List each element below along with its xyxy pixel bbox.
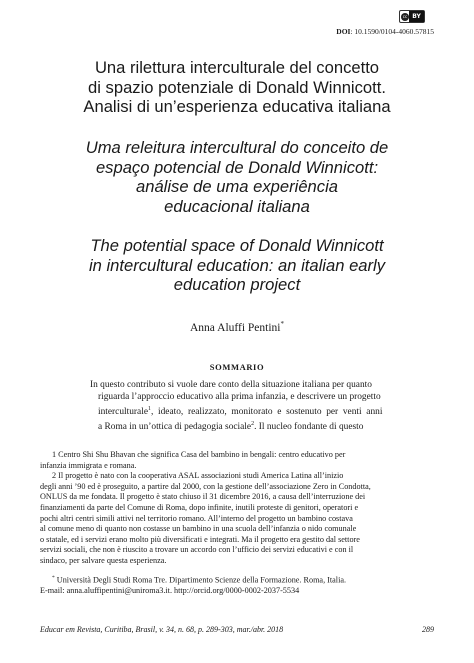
title-english-line: education project — [173, 275, 301, 294]
title-portuguese-line: educacional italiana — [164, 196, 310, 216]
cc-license-badge — [399, 10, 425, 23]
footnote-1-line: infanzia immigrata e romana. — [40, 460, 137, 470]
footnote-2-line: 2 Il progetto è nato con la cooperativa ASAL associazioni studi America Latina all’inizio — [52, 471, 344, 481]
footnote-2-line: sindaco, per salvare questa esperienza. — [40, 555, 167, 565]
title-italian-line: di spazio potenziale di Donald Winnicott. — [88, 77, 386, 97]
footnote-ref-2: 2 — [251, 420, 255, 427]
by-label: BY — [409, 11, 424, 22]
page-footer — [40, 625, 434, 634]
title-english-line: The potential space of Donald Winnicott — [90, 236, 384, 255]
abstract-text: , ideato, realizzato, monitorato e sostenuto per venti anni — [150, 406, 383, 417]
abstract-line — [90, 419, 386, 434]
abstract-body — [90, 380, 386, 433]
title-italian-line: Una rilettura interculturale del concetto — [94, 58, 380, 77]
title-english — [40, 236, 434, 295]
footnote-1-line: 1 Centro Shi Shu Bhavan che significa Casa del bambino in bengali: centro educativo per — [52, 450, 346, 459]
abstract-line: riguarda l’approccio educativo alla prima infanzia, e descrivere un progetto — [98, 391, 381, 402]
abstract-line — [90, 404, 386, 419]
abstract-line: In questo contributo si vuole dare conto della situazione italiana per quanto — [90, 380, 372, 390]
abstract-text: a Roma in un’ottica di pedagogia sociale — [98, 421, 252, 432]
journal-citation: Educar em Revista, Curitiba, Brasil, v. 34, n. 68, p. 289-303, mar./abr. 2018 — [40, 625, 284, 634]
footnote-2-line: al comune meno di quanto non costasse un bambino in una scuola dell’infanzia o nido comunale — [40, 524, 357, 534]
footnote-2-line: finanziamenti da parte del Comune di Roma, dopo infinite, inutili proteste di genitori, operatori e — [40, 502, 359, 512]
abstract-heading: SOMMARIO — [209, 362, 265, 372]
title-italian — [40, 58, 434, 117]
footnote-ref-1: 1 — [147, 405, 151, 412]
affiliation-line — [40, 573, 434, 586]
author-footnote-mark: * — [280, 320, 284, 328]
title-portuguese — [40, 138, 434, 216]
affiliation-email-line: E-mail: anna.aluffipentini@uniroma3.it. http://orcid.org/0000-0002-2037-5534 — [40, 585, 300, 595]
doi-label: DOI — [336, 27, 351, 36]
title-italian-line: Analisi di un’esperienza educativa italiana — [83, 97, 391, 116]
doi-line — [336, 27, 434, 36]
title-portuguese-line: análise de uma experiência — [135, 177, 339, 196]
title-portuguese-line: espaço potencial de Donald Winnicott: — [95, 157, 379, 177]
page-number: 289 — [422, 625, 434, 634]
footnote-2-line: servizi sociali, che non è riuscito a trovare un accordo con l’ufficio dei servizi educativi e con il — [40, 545, 354, 555]
title-english-line: in intercultural education: an italian early — [88, 255, 386, 275]
footnote-2-line: pochi altri centri simili attivi nel territorio romano. All’interno del progetto un bambino costava — [40, 513, 353, 523]
affiliation-mark: * — [52, 574, 55, 581]
abstract-text: . Il nucleo fondante di questo — [254, 421, 364, 432]
footnote-2-line: o statale, ed i servizi erano molto più diversificati e integrati. Ma il progetto era gestito dal settore — [40, 534, 360, 544]
footnote-2-line: degli anni ’90 ed è proseguito, a partire dal 2000, con la gestione dell’associazione Zero in Condotta, — [40, 481, 371, 491]
cc-icon: cc — [402, 13, 408, 19]
title-portuguese-line: Uma releitura intercultural do conceito de — [85, 138, 389, 157]
author-name-text: Anna Aluffi Pentini — [189, 321, 281, 334]
doi-value: : 10.1590/0104-4060.57815 — [350, 27, 434, 36]
abstract-text: interculturale — [98, 406, 148, 417]
author-name — [40, 320, 434, 334]
footnote-2-line: ONLUS da me fondata. Il progetto è stato chiuso il 31 dicembre 2016, a causa dell’interruzione dei — [40, 492, 366, 502]
affiliation-text: Università Degli Studi Roma Tre. Dipartimento Scienze della Formazione. Roma, Italia. — [54, 575, 347, 585]
footnotes — [40, 450, 434, 596]
